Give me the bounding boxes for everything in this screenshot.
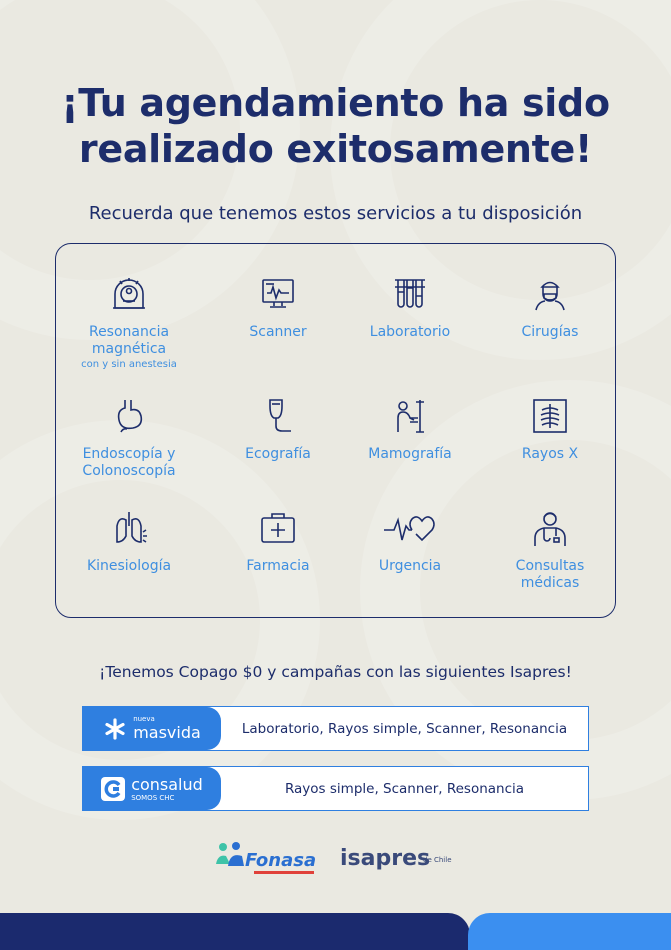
surgeon-icon [530,274,570,314]
service-resonancia [59,274,199,372]
fonasa-logo: Fonasa [245,850,317,871]
page-title-line1: ¡Tu agendamiento ha sido [61,81,610,125]
service-label: Cirugías [521,324,579,340]
service-sublabel: con y sin anestesia [81,359,177,370]
masvida-services: Laboratorio, Rayos simple, Scanner, Resonancia [241,720,568,737]
service-label: Scanner [249,324,307,340]
isapre-row-masvida [82,706,589,751]
masvida-logo [83,707,221,750]
fonasa-people-icon [212,840,248,876]
service-ecografia [208,396,348,463]
service-label: Laboratorio [369,324,451,340]
service-label: Colonoscopía [82,463,176,479]
fonasa-underline [254,871,314,875]
service-label: Consultas [515,558,585,574]
service-label: Endoscopía y [82,446,176,462]
masvida-logo-small: nueva [133,715,155,723]
masvida-logo-name: masvida [133,723,201,742]
stomach-icon [109,396,149,436]
lungs-icon [109,508,149,548]
mri-icon [109,274,149,314]
isapres-logo-dechile: de Chile [423,856,452,864]
service-mamografia [340,396,480,463]
footer-bar-dark [0,913,470,950]
ultrasound-probe-icon [258,396,298,436]
service-label: Resonancia [88,324,170,340]
isapre-row-consalud [82,766,589,811]
service-endoscopia [59,396,199,480]
consalud-logo-name: consalud [131,775,203,794]
consalud-c-icon [101,777,125,801]
service-rayosx [480,396,620,463]
heartbeat-icon [382,508,438,548]
service-laboratorio [340,274,480,341]
service-label: Rayos X [521,446,579,462]
mammography-icon [390,396,430,436]
service-kinesiologia [59,508,199,575]
service-label: Kinesiología [86,558,172,574]
consalud-services: Rayos simple, Scanner, Resonancia [284,780,525,797]
services-panel [55,243,616,618]
services-subtitle: Recuerda que tenemos estos servicios a tu disposición [88,203,583,224]
footer-bar-light [468,913,671,950]
page-title-line2: realizado exitosamente! [78,127,593,171]
footer-logos [0,838,671,878]
copago-heading: ¡Tenemos Copago $0 y campañas con las siguientes Isapres! [99,663,572,681]
xray-icon [530,396,570,436]
service-label: Urgencia [378,558,442,574]
service-consultas [480,508,620,592]
service-label: Farmacia [246,558,310,574]
consalud-logo [83,767,221,810]
consalud-logo-small: SOMOS CHC [131,794,175,802]
service-scanner [208,274,348,341]
service-label: Ecografía [245,446,311,462]
test-tubes-icon [390,274,430,314]
doctor-icon [530,508,570,548]
service-label: Mamografía [368,446,452,462]
service-label: médicas [520,575,580,591]
service-cirugias [480,274,620,341]
service-farmacia [208,508,348,575]
service-label: magnética [91,341,167,357]
masvida-asterisk-icon [103,717,127,741]
service-urgencia [340,508,480,575]
isapres-logo: isapres [340,846,431,871]
page-title [0,80,671,172]
first-aid-kit-icon [258,508,298,548]
scanner-monitor-icon [258,274,298,314]
